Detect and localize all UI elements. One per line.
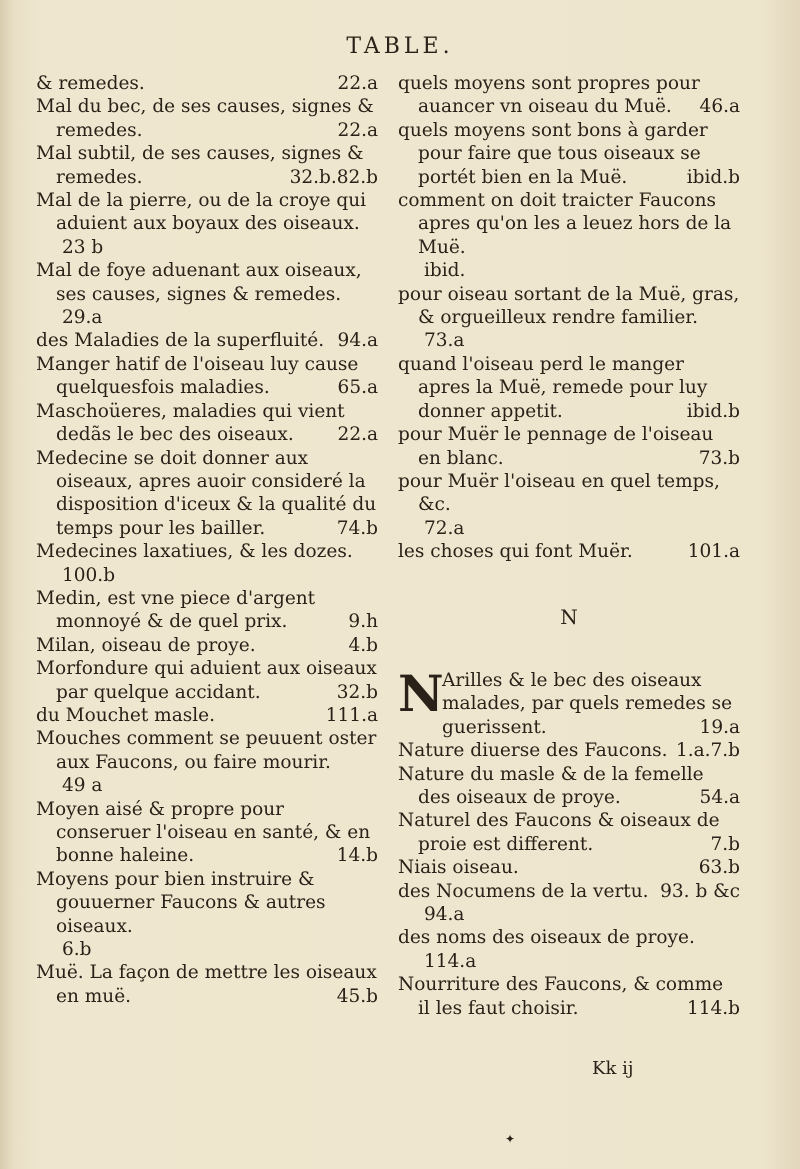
entry-text: pour Muër le pennage de l'oiseau en blanc. — [398, 424, 714, 469]
index-entry — [398, 663, 740, 739]
index-entry — [36, 329, 378, 352]
entry-text: Moyen aisé & propre pour conseruer l'oiseau en santé, & en bonne haleine. — [36, 798, 371, 867]
entry-ref: 7.b — [710, 833, 740, 855]
entry-ref: 45.b — [336, 985, 378, 1007]
entry-text: Manger hatif de l'oiseau luy cause quelquesfois maladies. — [36, 353, 359, 399]
entry-text: pour oiseau sortant de la Muë, gras, & orgueilleux rendre familier. — [398, 283, 740, 329]
index-entry — [398, 763, 740, 810]
index-entry — [398, 739, 740, 762]
entry-text: pour Muër l'oiseau en quel temps, &c. — [398, 470, 720, 516]
index-entry — [36, 189, 378, 259]
entry-text: Medecines laxatiues, & les dozes. — [36, 541, 353, 563]
entry-ref: 73.b — [698, 447, 740, 469]
page-title: TABLE. — [346, 34, 454, 59]
entry-text: Nourriture des Faucons, & comme il les faut choisir. — [398, 974, 724, 1019]
index-entry — [398, 353, 740, 423]
entry-ref-continued: 94.a — [424, 904, 465, 925]
entry-ref: 32.b.82.b — [289, 166, 378, 188]
entry-ref: 72.a — [424, 517, 465, 539]
entry-text: quels moyens sont bons à garder pour faire que tous oiseaux se portét bien en la Muë. — [398, 119, 708, 188]
right-column — [398, 72, 740, 1020]
index-entry — [36, 259, 378, 329]
entry-ref: 114.b — [686, 997, 740, 1019]
entry-text: Mouches comment se peuuent oster aux Faucons, ou faire mourir. — [36, 728, 377, 773]
index-entry — [398, 119, 740, 189]
entry-ref: 46.a — [699, 96, 740, 118]
index-entry — [398, 880, 740, 927]
entry-ref: ibid. — [424, 260, 466, 282]
entry-text: quand l'oiseau perd le manger apres la Muë, remede pour luy donner appetit. — [398, 353, 708, 422]
entry-ref: 19.a — [699, 716, 740, 738]
index-entry — [36, 961, 378, 1008]
index-entry — [36, 657, 378, 704]
entry-text: Moyens pour bien instruire & gouuerner Faucons & autres oiseaux. — [36, 868, 326, 937]
drop-cap: N — [398, 663, 444, 723]
entry-text: Mal de foye aduenant aux oiseaux, ses causes, signes & remedes. — [36, 260, 362, 305]
entry-ref: 1.a.7.b — [675, 740, 740, 762]
entry-text: quels moyens sont propres pour auancer vn oiseau du Muë. — [398, 73, 700, 118]
entry-text: Mal de la pierre, ou de la croye qui aduient aux boyaux des oiseaux. — [36, 190, 367, 235]
index-entry — [398, 423, 740, 470]
index-entry — [36, 447, 378, 541]
entry-text: Naturel des Faucons & oiseaux de proie est different. — [398, 810, 720, 855]
index-entry — [398, 72, 740, 119]
entry-text: les choses qui font Muër. — [398, 541, 633, 563]
entry-ref: 22.a — [337, 119, 378, 141]
entry-text: Medecine se doit donner aux oiseaux, apres auoir consideré la disposition d'iceux & la qualité du temps pour les bailler. — [36, 447, 377, 539]
entry-text: des noms des oiseaux de proye. — [398, 927, 695, 949]
entry-text: Mal du bec, de ses causes, signes & remedes. — [36, 96, 374, 141]
entry-ref: 22.a — [337, 73, 378, 94]
entry-ref: ibid.b — [686, 166, 740, 188]
index-entry — [36, 704, 378, 727]
index-entry — [398, 540, 740, 563]
entry-text: Medin, est vne piece d'argent monnoyé & de quel prix. — [36, 587, 316, 633]
entry-text: des Maladies de la superfluité. — [36, 330, 325, 352]
entry-text: des Nocumens de la vertu. — [398, 880, 649, 902]
index-entry — [398, 470, 740, 540]
entry-ref: 94.a — [337, 330, 378, 352]
index-entry — [398, 973, 740, 1020]
index-entry — [36, 142, 378, 189]
entry-text: Maschoüeres, maladies qui vient dedãs le bec des oiseaux. — [36, 400, 345, 446]
left-column — [36, 72, 378, 1008]
entry-ref: 74.b — [336, 517, 378, 539]
entry-text: Arilles & le bec des oiseaux malades, par quels remedes se guerissent. — [442, 669, 733, 738]
entry-ref: 65.a — [337, 377, 378, 399]
entry-ref: 54.a — [699, 786, 740, 808]
entry-ref: 49 a — [62, 775, 103, 797]
index-entry — [36, 587, 378, 634]
index-entry — [398, 283, 740, 353]
entry-text: Niais oiseau. — [398, 857, 519, 879]
entry-ref: 29.a — [62, 307, 103, 329]
entry-ref: 73.a — [424, 330, 465, 352]
entry-ref: 111.a — [325, 704, 378, 726]
section-letter: N — [560, 604, 578, 629]
entry-ref: ibid.b — [686, 400, 740, 422]
entry-ref: 63.b — [698, 857, 740, 879]
entry-text: comment on doit traicter Faucons apres qu'on les a leuez hors de la Muë. — [398, 190, 732, 258]
index-entry — [36, 400, 378, 447]
entry-text: Morfondure qui aduient aux oiseaux par quelque accidant. — [36, 658, 377, 703]
index-entry — [398, 926, 740, 973]
index-entry — [36, 95, 378, 142]
entry-text: du Mouchet masle. — [36, 704, 215, 726]
entry-ref: 100.b — [62, 564, 116, 586]
entry-text: Muë. La façon de mettre les oiseaux en muë. — [36, 962, 377, 1007]
entry-text: Nature du masle & de la femelle des oiseaux de proye. — [398, 763, 704, 808]
index-entry — [36, 798, 378, 868]
entry-ref: 114.a — [424, 950, 477, 972]
entry-ref: 32.b — [336, 681, 378, 703]
entry-ref: 23 b — [62, 236, 104, 258]
index-entry — [398, 189, 740, 283]
ornament-icon: ✦ — [505, 1132, 516, 1146]
index-entry — [36, 540, 378, 587]
entry-ref: 4.b — [348, 634, 378, 656]
entry-ref: 22.a — [337, 424, 378, 446]
entry-text: & remedes. — [36, 73, 145, 94]
index-entry — [36, 353, 378, 400]
index-entry — [36, 72, 378, 95]
entry-text: Milan, oiseau de proye. — [36, 634, 256, 656]
entry-ref: 101.a — [687, 541, 740, 563]
index-entry — [398, 809, 740, 856]
entry-text: Nature diuerse des Faucons. — [398, 740, 668, 762]
entry-ref: 93. b &c — [660, 880, 740, 902]
entry-text: Mal subtil, de ses causes, signes & remedes. — [36, 143, 364, 188]
index-entry — [36, 634, 378, 657]
signature-mark: Kk ij — [592, 1058, 634, 1079]
index-entry — [36, 868, 378, 962]
entry-ref: 14.b — [336, 845, 378, 867]
index-entry — [398, 856, 740, 879]
entry-ref: 6.b — [62, 939, 92, 961]
index-entry — [36, 727, 378, 797]
entry-ref: 9.h — [348, 611, 378, 633]
